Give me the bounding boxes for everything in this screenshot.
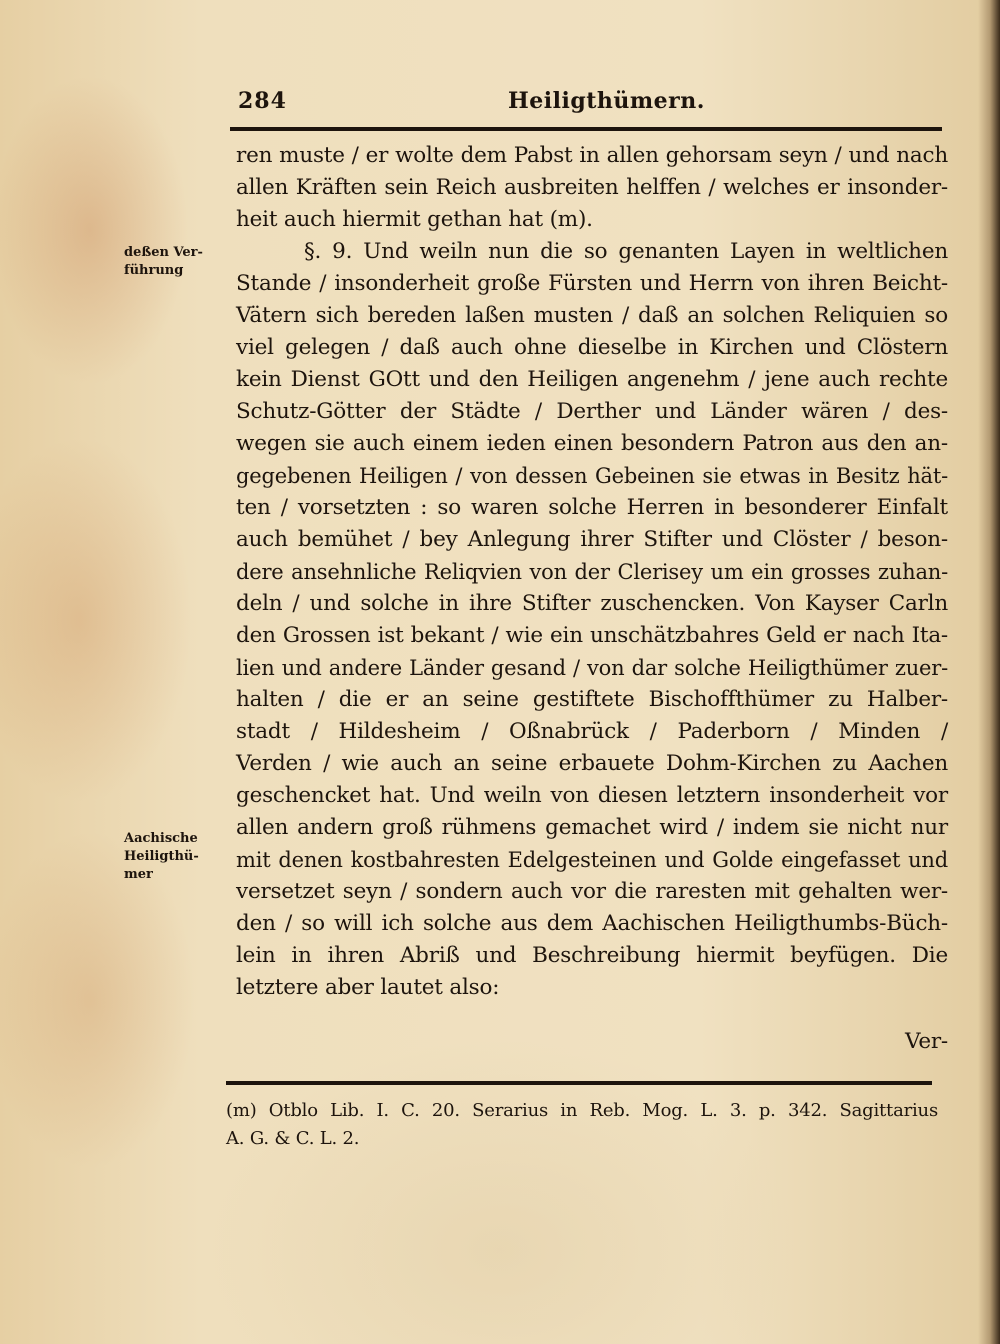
spacer: [236, 1004, 948, 1026]
text-line: auch bemühet / bey Anlegung ihrer Stifter und Clöster / beson-: [236, 527, 948, 552]
text-line: heit auch hiermit gethan hat (m).: [236, 207, 593, 232]
margin-note-aachische-heiligthuemer: [124, 830, 234, 884]
text-line: allen Kräften sein Reich ausbreiten helffen / welches er insonder-: [236, 175, 948, 200]
text-line: halten / die er an seine gestiftete Bischoffthümer zu Halber-: [236, 687, 948, 712]
paragraph-start-line: §. 9. Und weiln nun die so genanten Layen in weltlichen: [304, 239, 948, 264]
margin-note-verfuehrung: [124, 244, 234, 280]
text-line: allen andern groß rühmens gemachet wird / indem sie nicht nur: [236, 815, 948, 840]
text-line: lien und andere Länder gesand / von dar solche Heiligthümer zuer-: [236, 656, 948, 680]
page-edge-shadow: [978, 0, 1000, 1344]
text-line: Verden / wie auch an seine erbauete Dohm-Kirchen zu Aachen: [236, 751, 948, 776]
page-header: [238, 88, 938, 122]
text-line: viel gelegen / daß auch ohne dieselbe in Kirchen und Clöstern: [236, 335, 948, 360]
text-line: ren muste / er wolte dem Pabst in allen gehorsam seyn / und nach: [236, 143, 948, 168]
text-line: den / so will ich solche aus dem Aachischen Heiligthumbs-Büch-: [236, 911, 948, 936]
text-line: stadt / Hildesheim / Oßnabrück / Paderborn / Minden /: [236, 719, 948, 744]
text-line: versetzet seyn / sondern auch vor die raresten mit gehalten wer-: [236, 879, 948, 904]
margin-note-line: Heiligthü-: [124, 849, 199, 864]
margin-note-line: führung: [124, 263, 184, 278]
margin-note-line: deßen Ver-: [124, 245, 203, 260]
text-line: letztere aber lautet also:: [236, 975, 500, 1000]
text-line: wegen sie auch einem ieden einen besondern Patron aus den an-: [236, 431, 948, 456]
text-line: den Grossen ist bekant / wie ein unschätzbahres Geld er nach Ita-: [236, 623, 948, 648]
text-line: Vätern sich bereden laßen musten / daß an solchen Reliquien so: [236, 303, 948, 328]
footnote-rule: [226, 1081, 932, 1085]
catchword: Ver-: [904, 1029, 948, 1054]
text-line: dere ansehnliche Reliqvien von der Clerisey um ein grosses zuhan-: [236, 560, 948, 584]
text-line: lein in ihren Abriß und Beschreibung hiermit beyfügen. Die: [236, 943, 948, 968]
footnote-line: (m) Otblo Lib. I. C. 20. Serarius in Reb. Mog. L. 3. p. 342. Sagittarius: [226, 1100, 938, 1121]
margin-note-line: Aachische: [124, 831, 198, 846]
text-line: mit denen kostbahresten Edelgesteinen und Golde eingefasset und: [236, 848, 948, 872]
footnote: [226, 1097, 938, 1153]
text-line: geschencket hat. Und weiln von diesen letztern insonderheit vor: [236, 783, 948, 808]
header-rule: [230, 127, 942, 131]
page-number: 284: [238, 88, 287, 114]
margin-note-line: mer: [124, 867, 153, 882]
body-text: [236, 140, 948, 1058]
text-line: kein Dienst GOtt und den Heiligen angenehm / jene auch rechte: [236, 367, 948, 392]
text-line: gegebenen Heiligen / von dessen Gebeinen sie etwas in Besitz hät-: [236, 464, 948, 488]
text-line: ten / vorsetzten : so waren solche Herren in besonderer Einfalt: [236, 495, 948, 520]
footnote-line: A. G. & C. L. 2.: [226, 1128, 360, 1149]
running-title: Heiligthümern.: [508, 88, 705, 114]
text-line: Schutz-Götter der Städte / Derther und Länder wären / des-: [236, 399, 948, 424]
text-line: deln / und solche in ihre Stifter zuschencken. Von Kayser Carln: [236, 591, 948, 616]
text-line: Stande / insonderheit große Fürsten und Herrn von ihren Beicht-: [236, 271, 948, 296]
